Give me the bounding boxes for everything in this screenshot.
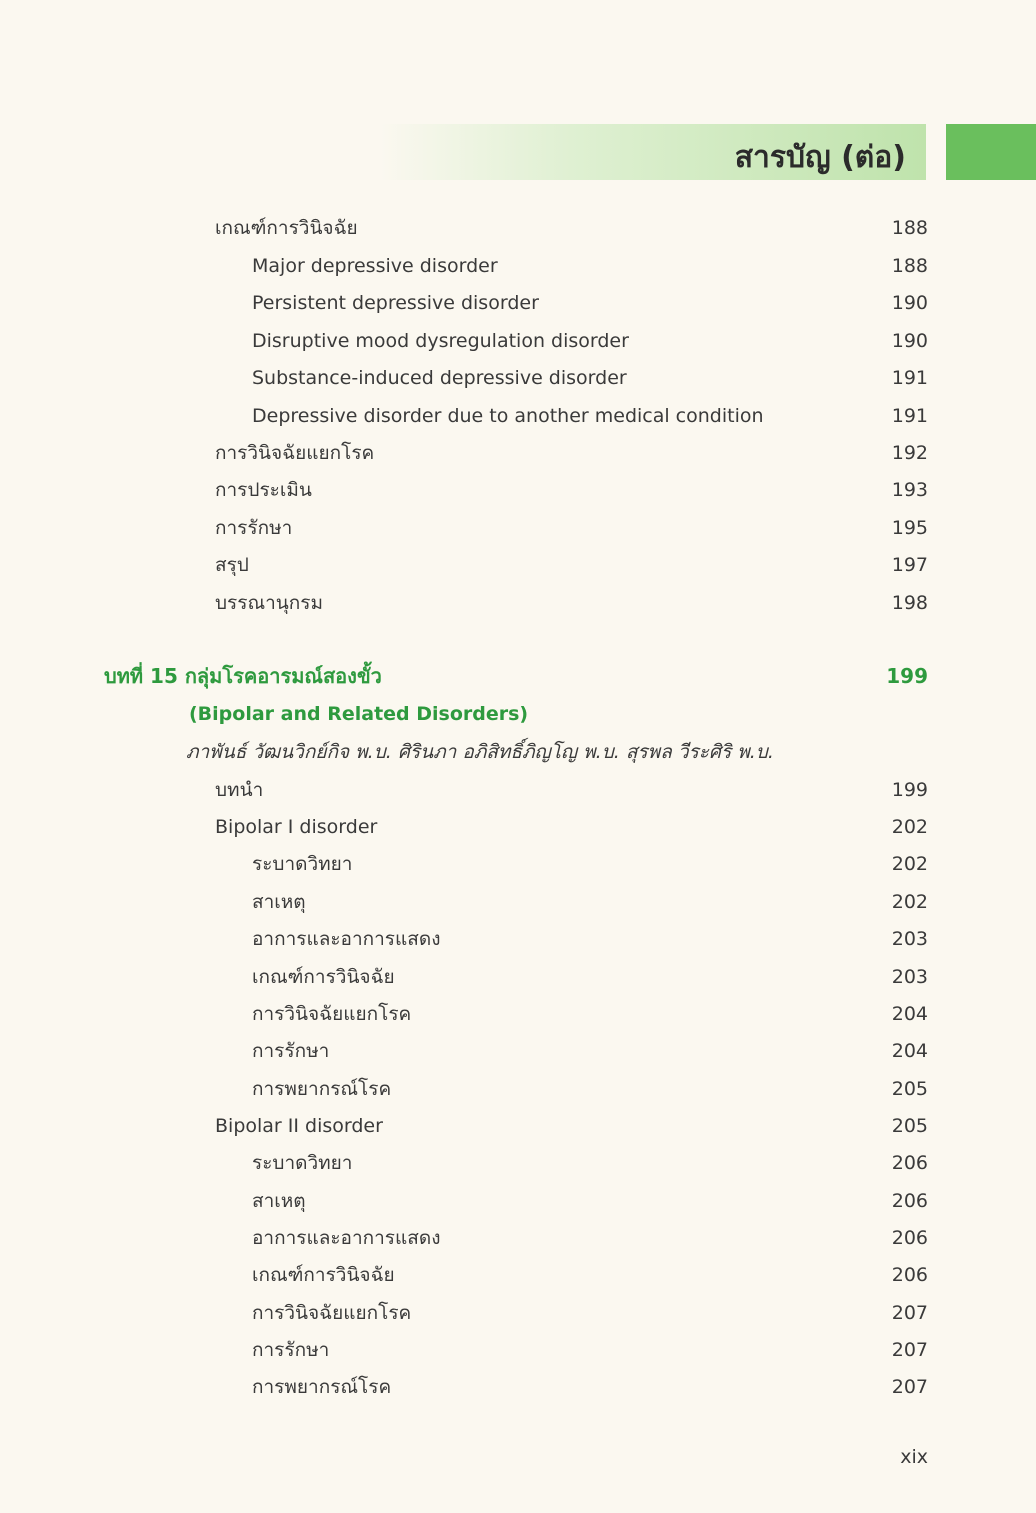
toc-entry[interactable] — [0, 1259, 1036, 1291]
toc-entry-page: 203 — [891, 928, 928, 950]
toc-entry[interactable] — [0, 512, 1036, 544]
toc-entry[interactable] — [0, 848, 1036, 880]
toc-entry-label: Major depressive disorder — [252, 255, 498, 277]
toc-entry[interactable] — [0, 1147, 1036, 1179]
toc-entry[interactable] — [0, 1073, 1036, 1105]
chapter-page: 199 — [886, 664, 928, 688]
toc-entry-label: การรักษา — [252, 1040, 330, 1062]
toc-entry[interactable] — [0, 1035, 1036, 1067]
toc-entry-page: 199 — [891, 779, 928, 801]
toc-entry[interactable] — [0, 325, 1036, 357]
toc-entry-page: 205 — [891, 1078, 928, 1100]
toc-entry-label: การวินิจฉัยแยกโรค — [252, 1003, 412, 1025]
chapter-authors-row — [0, 736, 1036, 768]
toc-entry[interactable] — [0, 811, 1036, 843]
chapter-subtitle-row — [0, 698, 1036, 730]
toc-entry[interactable] — [0, 549, 1036, 581]
toc-entry-label: สาเหตุ — [252, 1190, 306, 1212]
toc-entry[interactable] — [0, 961, 1036, 993]
toc-entry-label: Bipolar II disorder — [215, 1115, 383, 1137]
toc-entry-page: 205 — [891, 1115, 928, 1137]
toc-entry-label: การรักษา — [215, 517, 293, 539]
toc-entry-page: 206 — [891, 1190, 928, 1212]
toc-entry[interactable] — [0, 1334, 1036, 1366]
toc-entry-page: 191 — [891, 405, 928, 427]
toc-entry-page: 206 — [891, 1227, 928, 1249]
toc-entry[interactable] — [0, 287, 1036, 319]
toc-entry[interactable] — [0, 587, 1036, 619]
toc-entry-label: การวินิจฉัยแยกโรค — [215, 442, 375, 464]
toc-entry-label: การประเมิน — [215, 479, 312, 501]
toc-entry[interactable] — [0, 1185, 1036, 1217]
page-number: xix — [900, 1446, 928, 1468]
toc-entry-label: Bipolar I disorder — [215, 816, 378, 838]
toc-entry-page: 190 — [891, 292, 928, 314]
toc-entry[interactable] — [0, 400, 1036, 432]
chapter-authors: ภาพันธ์ วัฒนวิกย์กิจ พ.บ. ศิรินภา อภิสิทธิ์ภิญโญ พ.บ. สุรพล วีระศิริ พ.บ. — [186, 741, 774, 763]
toc-entry-label: เกณฑ์การวินิจฉัย — [252, 966, 395, 988]
toc-entry-page: 207 — [891, 1302, 928, 1324]
toc-entry-label: ระบาดวิทยา — [252, 1152, 353, 1174]
toc-entry-label: การพยากรณ์โรค — [252, 1078, 392, 1100]
toc-entry[interactable] — [0, 923, 1036, 955]
page-title: สารบัญ (ต่อ) — [734, 140, 906, 175]
toc-entry-page: 207 — [891, 1339, 928, 1361]
toc-entry-page: 195 — [891, 517, 928, 539]
toc-entry-label: สาเหตุ — [252, 891, 306, 913]
toc-entry-label: สรุป — [215, 554, 249, 576]
toc-entry-page: 197 — [891, 554, 928, 576]
toc-entry-label: Substance-induced depressive disorder — [252, 367, 627, 389]
toc-entry-label: Depressive disorder due to another medical condition — [252, 405, 764, 427]
toc-entry[interactable] — [0, 362, 1036, 394]
toc-entry-page: 204 — [891, 1040, 928, 1062]
toc-entry[interactable] — [0, 212, 1036, 244]
toc-entry-label: อาการและอาการแสดง — [252, 928, 441, 950]
toc-entry-page: 202 — [891, 891, 928, 913]
toc-entry-label: บทนำ — [215, 779, 264, 801]
toc-entry[interactable] — [0, 474, 1036, 506]
toc-entry-label: Disruptive mood dysregulation disorder — [252, 330, 629, 352]
toc-entry-page: 198 — [891, 592, 928, 614]
toc-entry-page: 207 — [891, 1376, 928, 1398]
toc-entry-label: อาการและอาการแสดง — [252, 1227, 441, 1249]
toc-entry-label: บรรณานุกรม — [215, 592, 323, 614]
toc-entry[interactable] — [0, 1222, 1036, 1254]
toc-entry-label: เกณฑ์การวินิจฉัย — [252, 1264, 395, 1286]
chapter-title: บทที่ 15 กลุ่มโรคอารมณ์สองขั้ว — [104, 664, 382, 688]
toc-entry[interactable] — [0, 1110, 1036, 1142]
toc-entry-label: ระบาดวิทยา — [252, 853, 353, 875]
toc-entry-page: 202 — [891, 816, 928, 838]
toc-entry-label: การวินิจฉัยแยกโรค — [252, 1302, 412, 1324]
toc-entry-page: 203 — [891, 966, 928, 988]
toc-entry-page: 188 — [891, 255, 928, 277]
toc-entry[interactable] — [0, 437, 1036, 469]
toc-entry-label: Persistent depressive disorder — [252, 292, 539, 314]
toc-entry[interactable] — [0, 250, 1036, 282]
chapter-subtitle: (Bipolar and Related Disorders) — [189, 703, 529, 725]
toc-entry-label: การรักษา — [252, 1339, 330, 1361]
toc-entry-page: 191 — [891, 367, 928, 389]
toc-entry[interactable] — [0, 886, 1036, 918]
toc-entry-label: เกณฑ์การวินิจฉัย — [215, 217, 358, 239]
toc-entry-page: 192 — [891, 442, 928, 464]
toc-entry-page: 193 — [891, 479, 928, 501]
toc-entry[interactable] — [0, 1297, 1036, 1329]
toc-entry[interactable] — [0, 774, 1036, 806]
toc-entry-page: 190 — [891, 330, 928, 352]
toc-entry-page: 204 — [891, 1003, 928, 1025]
toc-entry-page: 202 — [891, 853, 928, 875]
toc-entry-page: 188 — [891, 217, 928, 239]
toc-entry[interactable] — [0, 1371, 1036, 1403]
chapter-heading[interactable] — [0, 660, 1036, 692]
toc-entry[interactable] — [0, 998, 1036, 1030]
header-tab-marker — [946, 124, 1036, 180]
toc-entry-page: 206 — [891, 1264, 928, 1286]
toc-entry-label: การพยากรณ์โรค — [252, 1376, 392, 1398]
toc-entry-page: 206 — [891, 1152, 928, 1174]
